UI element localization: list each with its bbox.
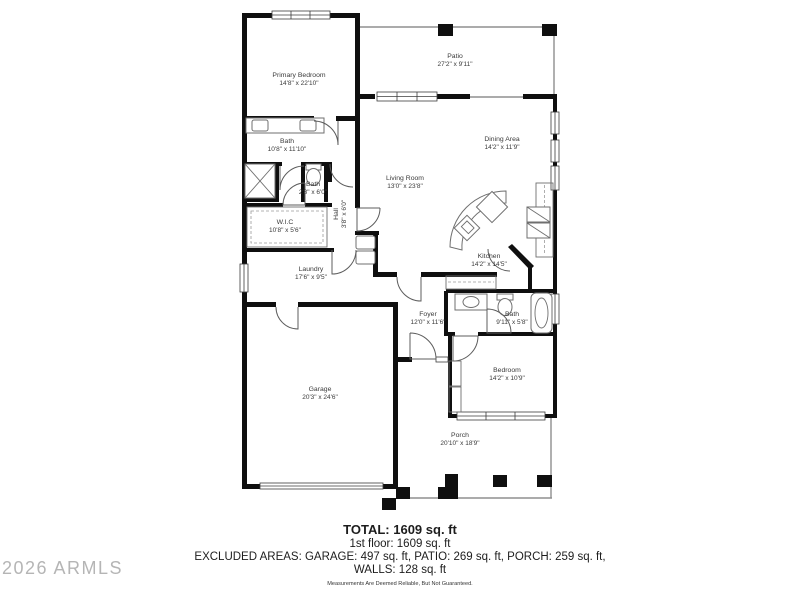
room-label-kitchen: Kitchen 14'2" x 14'5" [471, 252, 507, 268]
total-area-text: TOTAL: 1609 sq. ft [343, 522, 457, 537]
washer-dryer [356, 236, 375, 264]
guest-bath-vanity [455, 294, 487, 310]
room-label-patio: Patio 27'2" x 9'11" [437, 52, 473, 68]
kitchen-island [450, 191, 508, 250]
walls-area-text: WALLS: 128 sq. ft [353, 564, 447, 576]
room-label-primary-bath: Bath 10'8" x 11'10" [267, 137, 307, 153]
room-label-living-room: Living Room 13'0" x 23'8" [385, 174, 425, 190]
watermark: 2026 ARMLS [2, 558, 124, 578]
room-label-hall: Hall 3'8" x 6'0" [332, 199, 348, 229]
room-label-half-bath: Bath 2'8" x 6'0" [298, 180, 328, 196]
room-label-dining-area: Dining Area 14'2" x 11'9" [484, 135, 520, 151]
room-label-bedroom: Bedroom 14'2" x 10'9" [489, 366, 525, 382]
room-label-guest-bath: Bath 9'11" x 5'8" [496, 310, 528, 326]
room-label-laundry: Laundry 17'6" x 9'5" [295, 265, 327, 281]
room-label-primary-bedroom: Primary Bedroom 14'8" x 22'10" [272, 71, 326, 87]
shower [245, 164, 275, 198]
area-summary [0, 522, 800, 590]
room-label-wic: W.I.C 10'8" x 5'6" [269, 218, 301, 234]
room-label-foyer: Foyer 12'0" x 11'6" [410, 310, 446, 326]
room-label-porch: Porch 20'10" x 18'9" [440, 431, 480, 447]
room-label-garage: Garage 20'3" x 24'6" [302, 385, 338, 401]
primary-bath-vanity [246, 118, 324, 133]
first-floor-area-text: 1st floor: 1609 sq. ft [349, 538, 451, 550]
excluded-areas-text: EXCLUDED AREAS: GARAGE: 497 sq. ft, PATIO: 269 sq. ft, PORCH: 259 sq. ft, [194, 551, 606, 563]
disclaimer-text: Measurements Are Deemed Reliable, But Not Guaranteed. [327, 580, 473, 587]
bathtub [531, 293, 552, 333]
